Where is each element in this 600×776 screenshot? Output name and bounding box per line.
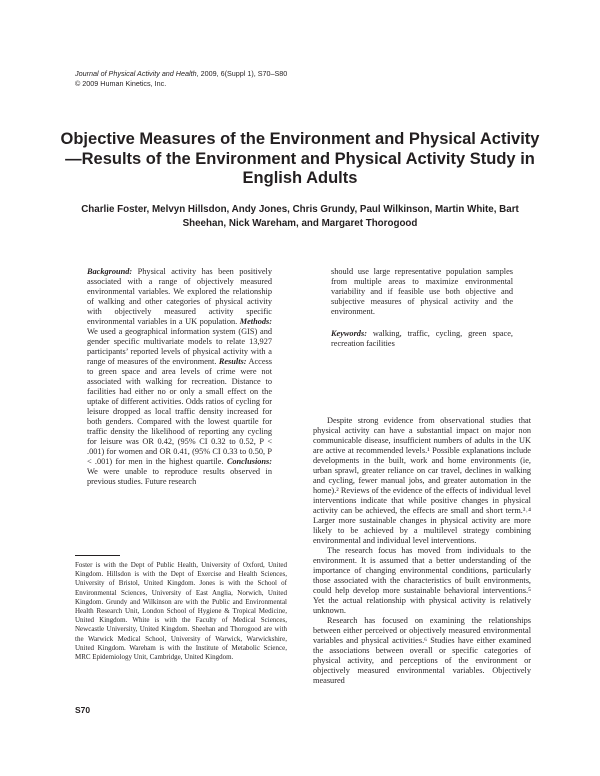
keywords-text: walking, traffic, cycling, green space, recreation facilities [331, 329, 513, 348]
journal-header [75, 69, 535, 88]
journal-copyright: © 2009 Human Kinetics, Inc. [75, 78, 167, 88]
results-text: Access to green space and area levels of crime were not associated with walking for recreation. Distance to facilities had either no or only a small effect on the uptake of different activities. Odds ratios of cycling for leisure dropped as local traffic density increased for both genders. Compared with the lowest quartile for traffic density the likelihood of reporting any cycling for leisure was OR 0.42, (95% CI 0.32 to 0.52, P < .001) for women and OR 0.41, (95% CI 0.33 to 0.50, P < .001) for men in the highest quartile. [87, 357, 272, 466]
body-column [313, 416, 531, 686]
conclusions-text: We were unable to reproduce results observed in previous studies. Future research [87, 467, 272, 486]
page-number: S70 [75, 705, 91, 715]
body-paragraph-3: Research has focused on examining the relationships between either perceived or objectively measured environmental variables and physical activities.⁶ Studies have either examined the associations between overall or specific categories of physical activity, and perceptions of the environment or objectively measured environmental variables. Objectively measured [313, 616, 531, 685]
journal-volume: , 2009, 6(Suppl 1), S70–S80 [196, 69, 288, 78]
body-paragraph-2: The research focus has moved from individuals to the environment. It is assumed that a better understanding of the importance of changing environmental conditions, particularly those associated with the characteristics of built environments, could help develop more sustainable behavioral interventions.⁵ Yet the actual relationship with physical activity is relatively unknown. [313, 546, 531, 615]
footnote-divider [75, 555, 120, 556]
article-title: Objective Measures of the Environment and Physical Activity—Results of the Environment and Physical Activity Study in English Adults [60, 130, 540, 187]
methods-label: Methods: [239, 317, 272, 326]
background-text: Physical activity has been positively associated with a range of objectively measured environmental variables. We explored the relationship of walking and other categories of physical activity with objectively measured activity specific environmental variables in a UK population. [87, 267, 272, 326]
abstract-continuation: should use large representative population samples from multiple areas to maximize environmental variability and if feasible use both objective and subjective measures of physical activity and the environment. [331, 267, 513, 316]
methods-text: We used a geographical information system (GIS) and gender specific multivariate models to relate 13,927 participants’ reported levels of physical activity with a range of measures of the environment. [87, 327, 272, 366]
results-label: Results: [218, 357, 247, 366]
abstract-text [87, 267, 272, 487]
journal-citation [75, 69, 535, 79]
background-label: Background: [87, 267, 133, 276]
abstract-right-column [331, 267, 513, 349]
body-paragraph-1: Despite strong evidence from observational studies that physical activity can have a substantial impact on major non communicable disease, insufficient numbers of adults in the UK are active at recommended levels.¹ Possible explanations include developments in the built, work and home environments (ie, urban sprawl, greater reliance on car travel, declines in walking and cycling, fewer manual jobs, and greater automation in the home).² Reviews of the evidence of the effects of individual level interventions indicate that while positive changes in physical activity can be achieved, the effects are small and short term.³˒⁴ Larger more sustainable changes in physical activity are more likely to be achieved by a multilevel strategy combining environmental and individual level interventions. [313, 416, 531, 545]
keywords-label: Keywords: [331, 329, 367, 338]
author-affiliations-footnote: Foster is with the Dept of Public Health, University of Oxford, United Kingdom. Hillsdon is with the Dept of Exercise and Health Sciences, University of Bristol, United Kingdom. Jones is with the School of Environmental Sciences, University of East Anglia, Norwich, United Kingdom. Grundy and Wilkinson are with the Public and Environmental Health Research Unit, London School of Hygiene & Tropical Medicine, United Kingdom. White is with the Faculty of Medical Sciences, Newcastle University, United Kingdom. Sheehan and Thorogood are with the Warwick Medical School, University of Warwick, Warwickshire, United Kingdom. Wareham is with the Institute of Metabolic Science, MRC Epidemiology Unit, Cambridge, United Kingdom. [75, 561, 287, 662]
keywords [331, 329, 513, 349]
article-authors: Charlie Foster, Melvyn Hillsdon, Andy Jones, Chris Grundy, Paul Wilkinson, Martin White, Bart Sheehan, Nick Wareham, and Margaret Thorogood [81, 204, 519, 229]
journal-name: Journal of Physical Activity and Health [75, 69, 197, 78]
conclusions-label: Conclusions: [226, 457, 272, 466]
abstract-left-column [87, 267, 272, 487]
